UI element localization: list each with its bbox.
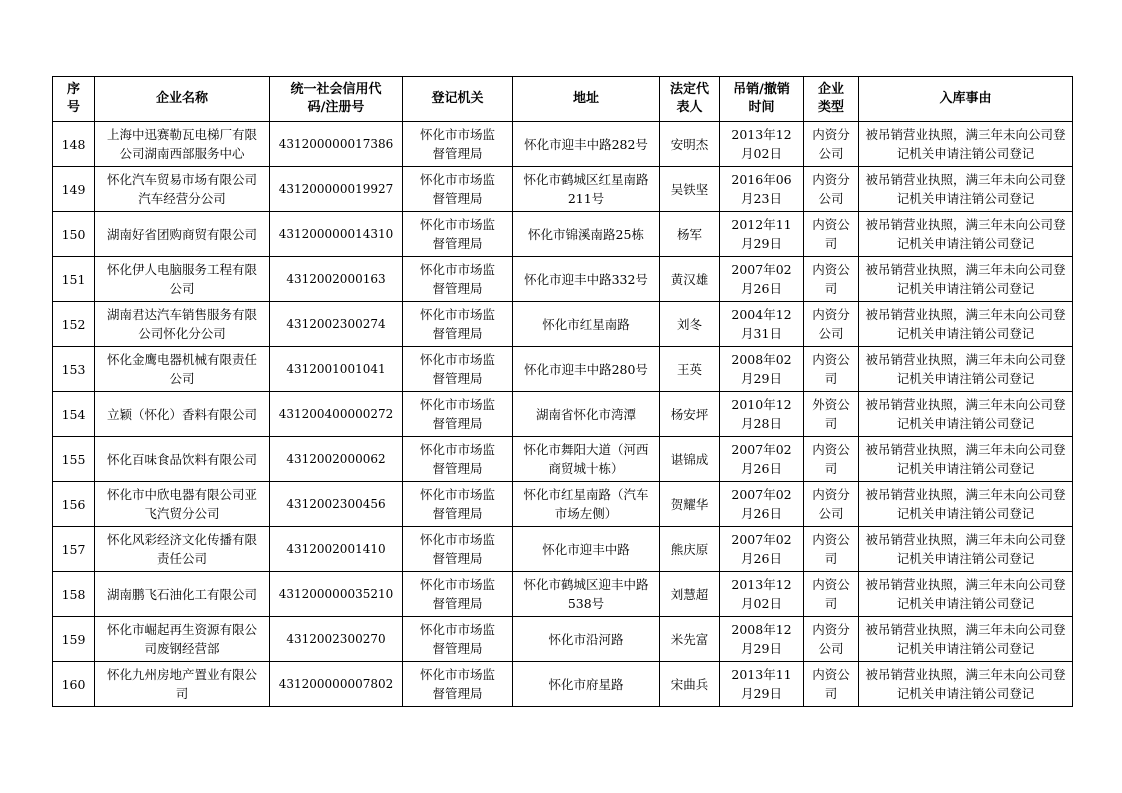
table-row (53, 302, 1073, 347)
cell-code: 4312002000062 (270, 437, 403, 482)
cell-address: 怀化市红星南路（汽车市场左侧） (513, 482, 660, 527)
cell-reason: 被吊销营业执照，满三年未向公司登记机关申请注销公司登记 (859, 212, 1073, 257)
cell-date: 2013年11月29日 (720, 662, 804, 707)
cell-name: 怀化市崛起再生资源有限公司废钢经营部 (95, 617, 270, 662)
cell-type: 内资公司 (804, 437, 859, 482)
cell-date: 2016年06月23日 (720, 167, 804, 212)
cell-seq: 159 (53, 617, 95, 662)
cell-authority: 怀化市市场监督管理局 (403, 167, 513, 212)
cell-address: 怀化市迎丰中路280号 (513, 347, 660, 392)
cell-rep: 刘冬 (660, 302, 720, 347)
header-code: 统一社会信用代码/注册号 (270, 77, 403, 122)
cell-date: 2013年12月02日 (720, 122, 804, 167)
cell-rep: 安明杰 (660, 122, 720, 167)
cell-authority: 怀化市市场监督管理局 (403, 617, 513, 662)
cell-reason: 被吊销营业执照，满三年未向公司登记机关申请注销公司登记 (859, 572, 1073, 617)
cell-type: 内资公司 (804, 662, 859, 707)
cell-code: 431200000017386 (270, 122, 403, 167)
cell-seq: 149 (53, 167, 95, 212)
header-rep: 法定代表人 (660, 77, 720, 122)
cell-rep: 杨军 (660, 212, 720, 257)
cell-reason: 被吊销营业执照，满三年未向公司登记机关申请注销公司登记 (859, 302, 1073, 347)
cell-authority: 怀化市市场监督管理局 (403, 527, 513, 572)
cell-reason: 被吊销营业执照，满三年未向公司登记机关申请注销公司登记 (859, 437, 1073, 482)
cell-address: 怀化市鹤城区迎丰中路538号 (513, 572, 660, 617)
header-type: 企业类型 (804, 77, 859, 122)
table-row (53, 167, 1073, 212)
table-row (53, 482, 1073, 527)
cell-code: 431200400000272 (270, 392, 403, 437)
cell-address: 怀化市迎丰中路 (513, 527, 660, 572)
cell-seq: 153 (53, 347, 95, 392)
cell-seq: 160 (53, 662, 95, 707)
header-name: 企业名称 (95, 77, 270, 122)
table-row (53, 122, 1073, 167)
cell-date: 2008年02月29日 (720, 347, 804, 392)
cell-authority: 怀化市市场监督管理局 (403, 302, 513, 347)
cell-code: 4312002001410 (270, 527, 403, 572)
cell-reason: 被吊销营业执照，满三年未向公司登记机关申请注销公司登记 (859, 482, 1073, 527)
cell-type: 内资公司 (804, 347, 859, 392)
cell-seq: 156 (53, 482, 95, 527)
cell-name: 怀化风彩经济文化传播有限责任公司 (95, 527, 270, 572)
cell-type: 内资公司 (804, 572, 859, 617)
cell-seq: 157 (53, 527, 95, 572)
cell-code: 4312002000163 (270, 257, 403, 302)
table-row (53, 572, 1073, 617)
cell-rep: 刘慧超 (660, 572, 720, 617)
cell-name: 怀化金鹰电器机械有限责任公司 (95, 347, 270, 392)
cell-seq: 155 (53, 437, 95, 482)
cell-rep: 王英 (660, 347, 720, 392)
table-header-row (53, 77, 1073, 122)
cell-reason: 被吊销营业执照，满三年未向公司登记机关申请注销公司登记 (859, 257, 1073, 302)
table-row (53, 392, 1073, 437)
cell-name: 湖南鹏飞石油化工有限公司 (95, 572, 270, 617)
cell-reason: 被吊销营业执照，满三年未向公司登记机关申请注销公司登记 (859, 122, 1073, 167)
cell-address: 怀化市迎丰中路282号 (513, 122, 660, 167)
cell-date: 2013年12月02日 (720, 572, 804, 617)
cell-type: 内资分公司 (804, 302, 859, 347)
cell-code: 431200000014310 (270, 212, 403, 257)
cell-date: 2010年12月28日 (720, 392, 804, 437)
cell-name: 湖南君达汽车销售服务有限公司怀化分公司 (95, 302, 270, 347)
cell-address: 湖南省怀化市湾潭 (513, 392, 660, 437)
cell-code: 4312001001041 (270, 347, 403, 392)
cell-date: 2008年12月29日 (720, 617, 804, 662)
cell-name: 立颖（怀化）香料有限公司 (95, 392, 270, 437)
cell-type: 内资分公司 (804, 617, 859, 662)
cell-reason: 被吊销营业执照，满三年未向公司登记机关申请注销公司登记 (859, 347, 1073, 392)
cell-authority: 怀化市市场监督管理局 (403, 662, 513, 707)
cell-code: 431200000035210 (270, 572, 403, 617)
cell-rep: 宋曲兵 (660, 662, 720, 707)
table-row (53, 662, 1073, 707)
cell-seq: 158 (53, 572, 95, 617)
cell-code: 4312002300270 (270, 617, 403, 662)
cell-address: 怀化市迎丰中路332号 (513, 257, 660, 302)
table-row (53, 617, 1073, 662)
cell-code: 431200000007802 (270, 662, 403, 707)
cell-rep: 吴铁坚 (660, 167, 720, 212)
cell-name: 怀化九州房地产置业有限公司 (95, 662, 270, 707)
cell-seq: 152 (53, 302, 95, 347)
cell-rep: 贺耀华 (660, 482, 720, 527)
cell-name: 怀化市中欣电器有限公司亚飞汽贸分公司 (95, 482, 270, 527)
cell-rep: 米先富 (660, 617, 720, 662)
cell-authority: 怀化市市场监督管理局 (403, 212, 513, 257)
cell-authority: 怀化市市场监督管理局 (403, 482, 513, 527)
cell-date: 2007年02月26日 (720, 257, 804, 302)
cell-seq: 154 (53, 392, 95, 437)
cell-reason: 被吊销营业执照，满三年未向公司登记机关申请注销公司登记 (859, 527, 1073, 572)
cell-seq: 148 (53, 122, 95, 167)
table-row (53, 257, 1073, 302)
cell-reason: 被吊销营业执照，满三年未向公司登记机关申请注销公司登记 (859, 662, 1073, 707)
cell-date: 2012年11月29日 (720, 212, 804, 257)
cell-type: 内资公司 (804, 527, 859, 572)
cell-address: 怀化市舞阳大道（河西商贸城十栋） (513, 437, 660, 482)
cell-type: 内资公司 (804, 212, 859, 257)
cell-name: 怀化百味食品饮料有限公司 (95, 437, 270, 482)
cell-type: 内资分公司 (804, 482, 859, 527)
cell-date: 2007年02月26日 (720, 437, 804, 482)
cell-type: 内资分公司 (804, 122, 859, 167)
cell-authority: 怀化市市场监督管理局 (403, 122, 513, 167)
table-body (53, 122, 1073, 707)
cell-authority: 怀化市市场监督管理局 (403, 257, 513, 302)
cell-reason: 被吊销营业执照，满三年未向公司登记机关申请注销公司登记 (859, 392, 1073, 437)
cell-code: 431200000019927 (270, 167, 403, 212)
cell-name: 怀化伊人电脑服务工程有限公司 (95, 257, 270, 302)
cell-reason: 被吊销营业执照，满三年未向公司登记机关申请注销公司登记 (859, 167, 1073, 212)
table-row (53, 437, 1073, 482)
cell-date: 2007年02月26日 (720, 527, 804, 572)
table-row (53, 527, 1073, 572)
cell-name: 上海中迅赛勒瓦电梯厂有限公司湖南西部服务中心 (95, 122, 270, 167)
cell-code: 4312002300274 (270, 302, 403, 347)
header-seq: 序号 (53, 77, 95, 122)
cell-reason: 被吊销营业执照，满三年未向公司登记机关申请注销公司登记 (859, 617, 1073, 662)
header-reason: 入库事由 (859, 77, 1073, 122)
cell-rep: 熊庆原 (660, 527, 720, 572)
cell-address: 怀化市红星南路 (513, 302, 660, 347)
cell-name: 湖南好省团购商贸有限公司 (95, 212, 270, 257)
cell-type: 内资分公司 (804, 167, 859, 212)
cell-rep: 杨安坪 (660, 392, 720, 437)
enterprise-table (52, 76, 1073, 707)
cell-address: 怀化市沿河路 (513, 617, 660, 662)
table-row (53, 212, 1073, 257)
cell-address: 怀化市鹤城区红星南路211号 (513, 167, 660, 212)
cell-type: 内资公司 (804, 257, 859, 302)
cell-seq: 150 (53, 212, 95, 257)
cell-type: 外资公司 (804, 392, 859, 437)
cell-authority: 怀化市市场监督管理局 (403, 437, 513, 482)
cell-rep: 谌锦成 (660, 437, 720, 482)
cell-authority: 怀化市市场监督管理局 (403, 572, 513, 617)
table-row (53, 347, 1073, 392)
cell-date: 2007年02月26日 (720, 482, 804, 527)
header-date: 吊销/撤销时间 (720, 77, 804, 122)
cell-code: 4312002300456 (270, 482, 403, 527)
cell-seq: 151 (53, 257, 95, 302)
cell-name: 怀化汽车贸易市场有限公司汽车经营分公司 (95, 167, 270, 212)
cell-rep: 黄汉雄 (660, 257, 720, 302)
cell-address: 怀化市锦溪南路25栋 (513, 212, 660, 257)
cell-authority: 怀化市市场监督管理局 (403, 347, 513, 392)
cell-address: 怀化市府星路 (513, 662, 660, 707)
header-address: 地址 (513, 77, 660, 122)
header-authority: 登记机关 (403, 77, 513, 122)
cell-date: 2004年12月31日 (720, 302, 804, 347)
cell-authority: 怀化市市场监督管理局 (403, 392, 513, 437)
